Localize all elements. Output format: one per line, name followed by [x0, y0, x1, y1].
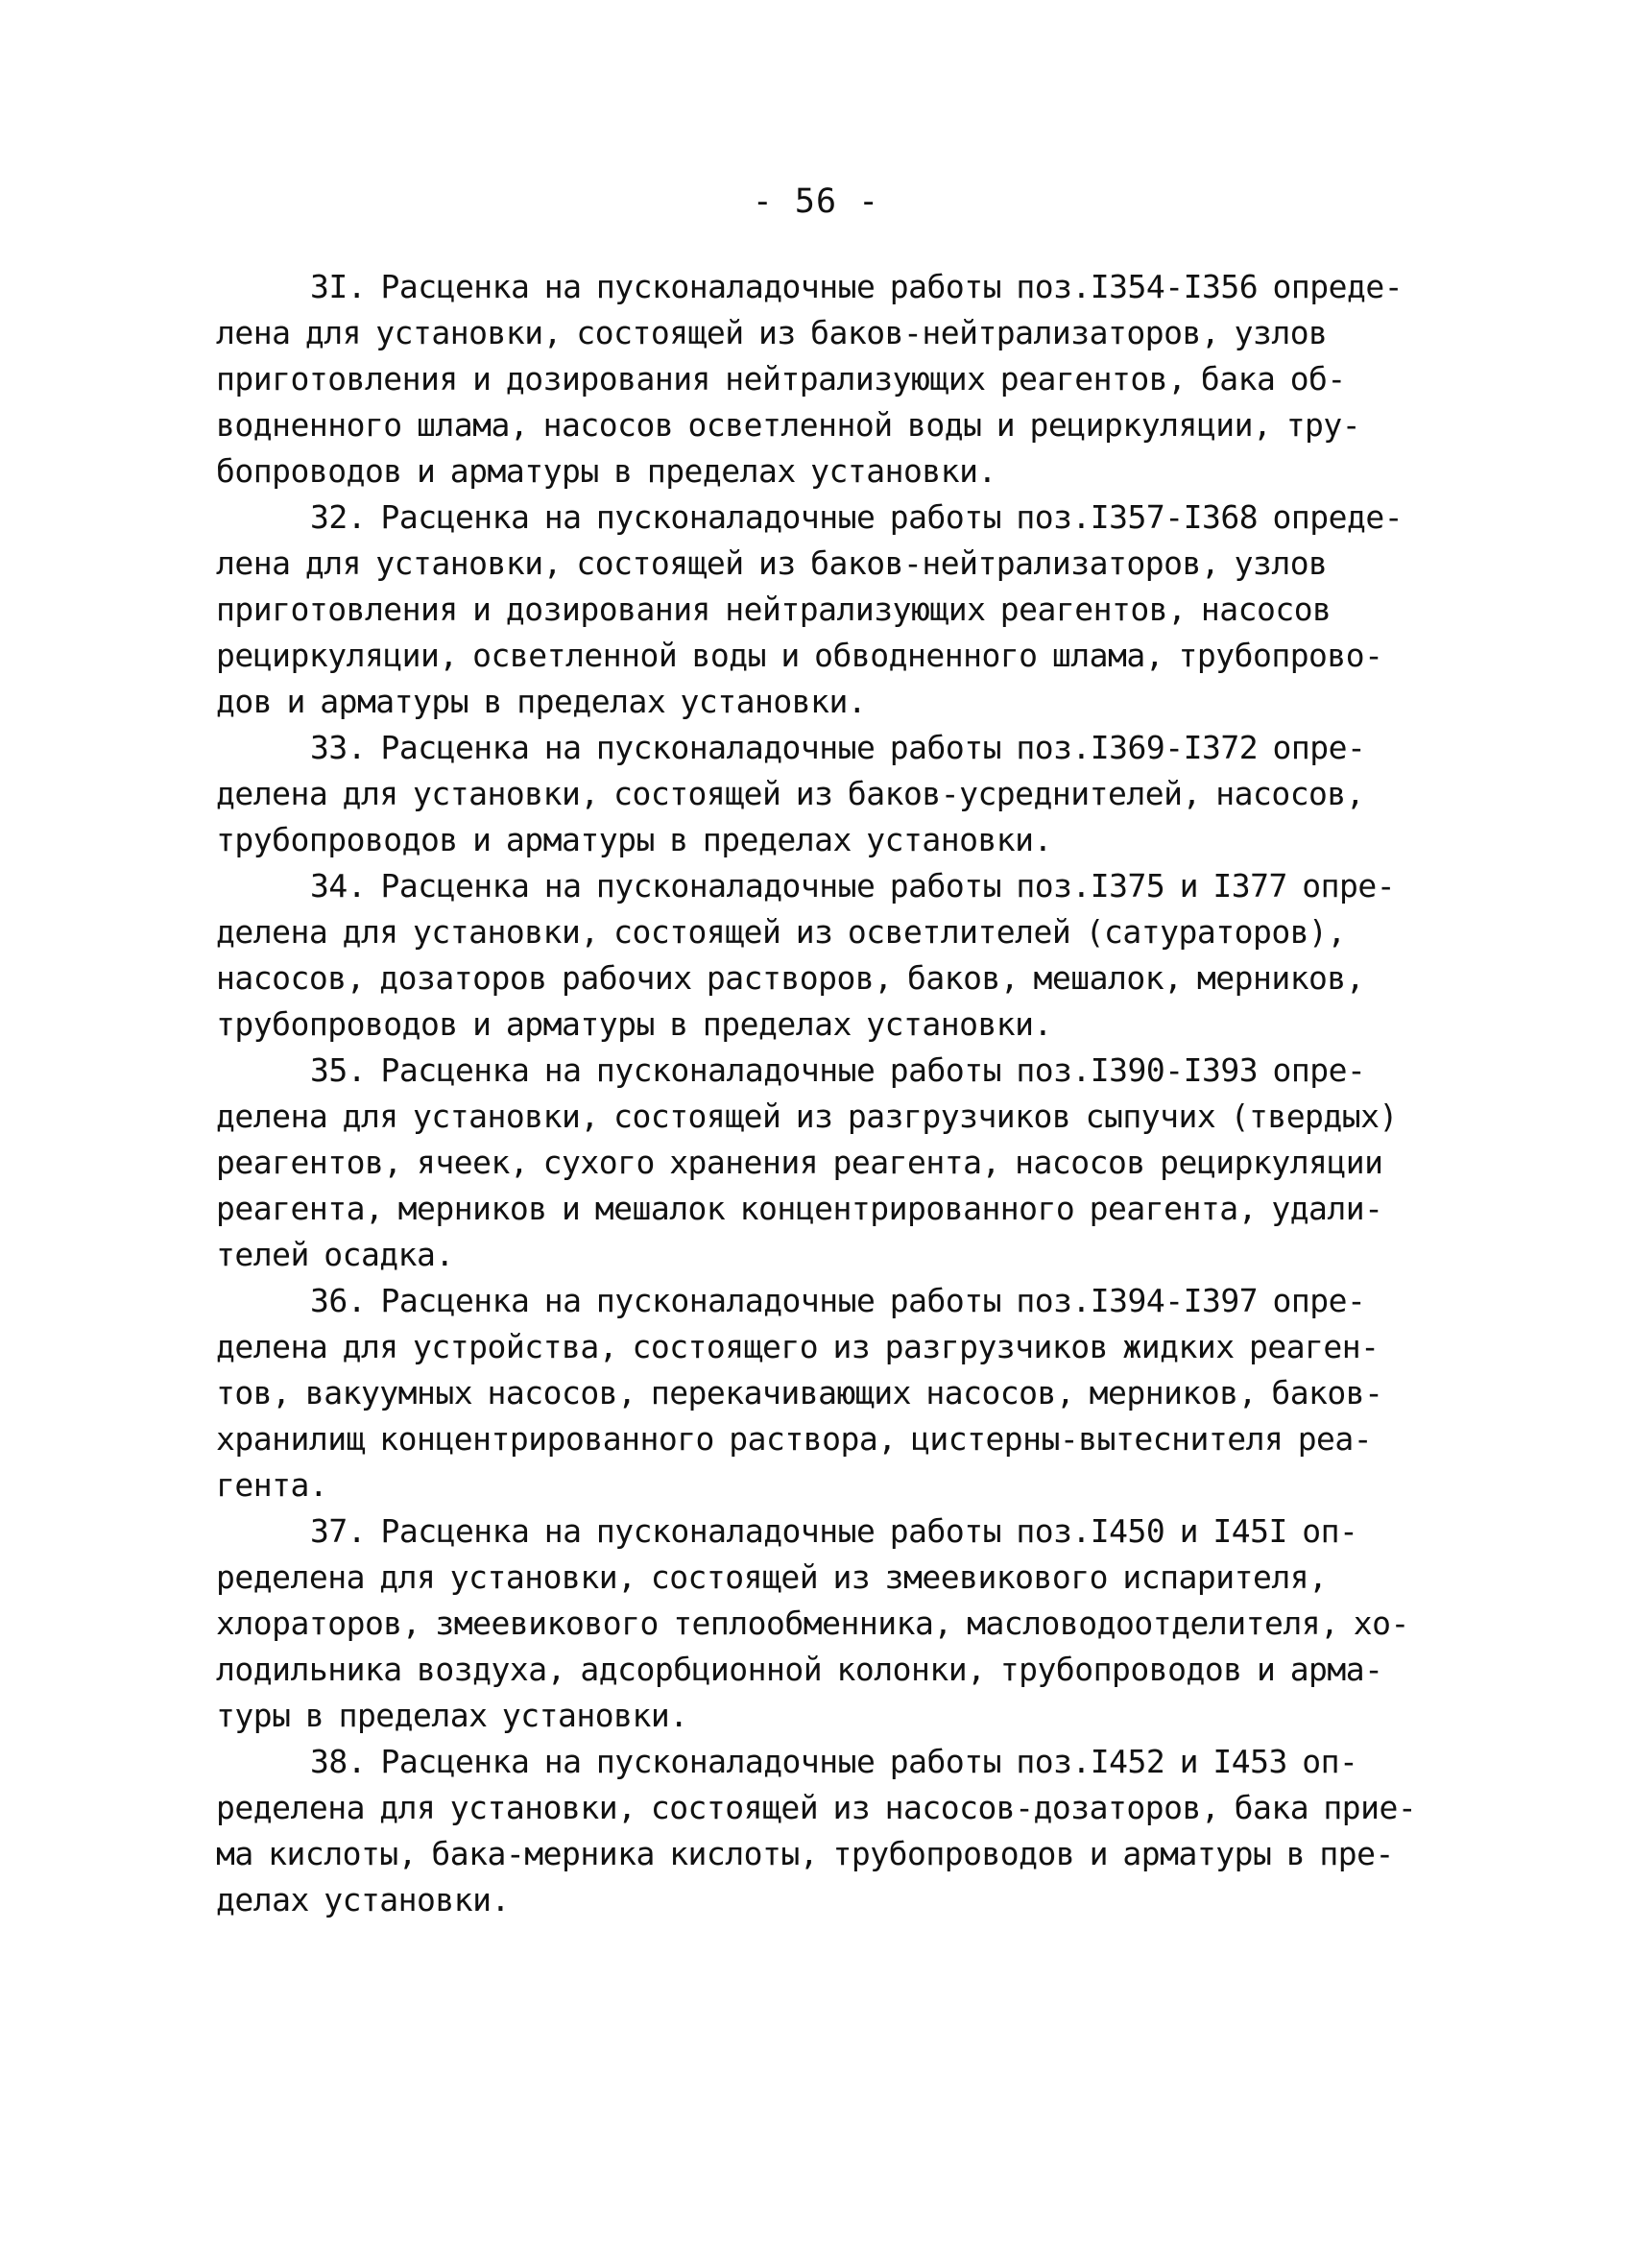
text-line: делена для устройства, состоящего из разгрузчиков жидких реаген- — [216, 1328, 1380, 1365]
text-line: ределена для установки, состоящей из насосов-дозаторов, бака прие- — [216, 1789, 1417, 1826]
paragraph-31 — [216, 264, 1464, 495]
text-line: лена для установки, состоящей из баков-нейтрализаторов, узлов — [216, 314, 1328, 351]
text-line: 34. Расценка на пусконаладочные работы поз.I375 и I377 опре- — [310, 867, 1396, 905]
text-line: хлораторов, змеевикового теплообменника, масловодоотделителя, хо- — [216, 1604, 1409, 1642]
text-line: рециркуляции, осветленной воды и обводненного шлама, трубопрово- — [216, 637, 1383, 674]
text-line: приготовления и дозирования нейтрализующих реагентов, бака об- — [216, 360, 1346, 398]
text-line: лена для установки, состоящей из баков-нейтрализаторов, узлов — [216, 544, 1328, 582]
text-line: тов, вакуумных насосов, перекачивающих насосов, мерников, баков- — [216, 1374, 1383, 1411]
text-line: гента. — [216, 1466, 328, 1504]
text-line: реагента, мерников и мешалок концентрированного реагента, удали- — [216, 1190, 1383, 1227]
text-line: 35. Расценка на пусконаладочные работы поз.I390-I393 опре- — [310, 1051, 1366, 1089]
document-body — [216, 264, 1464, 1923]
text-line: насосов, дозаторов рабочих растворов, баков, мешалок, мерников, — [216, 959, 1365, 997]
text-line: 38. Расценка на пусконаладочные работы поз.I452 и I453 оп- — [310, 1743, 1358, 1780]
paragraph-35 — [216, 1048, 1464, 1278]
text-line: делена для установки, состоящей из осветлителей (сатураторов), — [216, 913, 1346, 951]
text-line: 33. Расценка на пусконаладочные работы поз.I369-I372 опре- — [310, 729, 1366, 766]
text-line: ма кислоты, бака-мерника кислоты, трубопроводов и арматуры в пре- — [216, 1835, 1394, 1872]
paragraph-38 — [216, 1739, 1464, 1923]
text-line: 36. Расценка на пусконаладочные работы поз.I394-I397 опре- — [310, 1282, 1366, 1319]
text-line: приготовления и дозирования нейтрализующих реагентов, насосов — [216, 591, 1332, 628]
text-line: 3I. Расценка на пусконаладочные работы поз.I354-I356 опреде- — [310, 268, 1404, 305]
text-line: делена для установки, состоящей из баков-усреднителей, насосов, — [216, 775, 1365, 812]
paragraph-34 — [216, 863, 1464, 1048]
text-line: туры в пределах установки. — [216, 1697, 688, 1734]
paragraph-36 — [216, 1278, 1464, 1508]
text-line: водненного шлама, насосов осветленной воды и рециркуляции, тру- — [216, 406, 1361, 444]
text-line: делах установки. — [216, 1881, 510, 1918]
text-line: делена для установки, состоящей из разгрузчиков сыпучих (твердых) — [216, 1098, 1398, 1135]
page-number: - 56 - — [752, 182, 880, 221]
text-line: хранилищ концентрированного раствора, цистерны-вытеснителя реа- — [216, 1420, 1373, 1458]
text-line: телей осадка. — [216, 1236, 454, 1273]
text-line: 32. Расценка на пусконаладочные работы поз.I357-I368 опреде- — [310, 498, 1404, 536]
paragraph-37 — [216, 1508, 1464, 1739]
text-line: 37. Расценка на пусконаладочные работы поз.I450 и I45I оп- — [310, 1512, 1358, 1550]
paragraph-32 — [216, 495, 1464, 725]
paragraph-33 — [216, 725, 1464, 863]
text-line: трубопроводов и арматуры в пределах установки. — [216, 1005, 1052, 1043]
text-line: трубопроводов и арматуры в пределах установки. — [216, 821, 1052, 858]
text-line: бопроводов и арматуры в пределах установки. — [216, 452, 996, 490]
text-line: дов и арматуры в пределах установки. — [216, 683, 867, 720]
text-line: реагентов, ячеек, сухого хранения реагента, насосов рециркуляции — [216, 1144, 1383, 1181]
text-line: ределена для установки, состоящей из змеевикового испарителя, — [216, 1558, 1328, 1596]
text-line: лодильника воздуха, адсорбционной колонки, трубопроводов и арма- — [216, 1651, 1383, 1688]
